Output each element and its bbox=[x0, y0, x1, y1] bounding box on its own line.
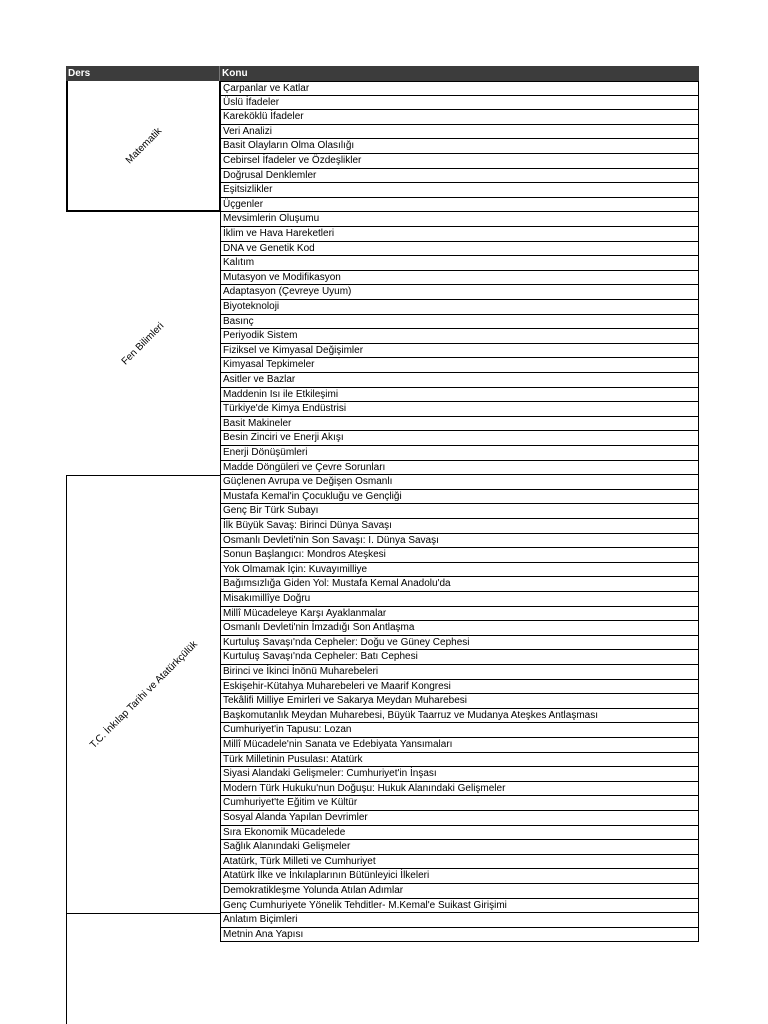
topic-row: Besin Zinciri ve Enerji Akışı bbox=[220, 431, 699, 446]
topic-row: Maddenin Isı ile Etkileşimi bbox=[220, 388, 699, 403]
topic-row: Enerji Dönüşümleri bbox=[220, 446, 699, 461]
topic-row: DNA ve Genetik Kod bbox=[220, 242, 699, 257]
topic-row: Millî Mücadele'nin Sanata ve Edebiyata Yansımaları bbox=[220, 738, 699, 753]
topic-row: Demokratikleşme Yolunda Atılan Adımlar bbox=[220, 884, 699, 899]
topic-row: Bağımsızlığa Giden Yol: Mustafa Kemal Anadolu'da bbox=[220, 577, 699, 592]
topic-row: Kimyasal Tepkimeler bbox=[220, 358, 699, 373]
topic-row: Üslü İfadeler bbox=[220, 96, 699, 111]
topic-row: Periyodik Sistem bbox=[220, 329, 699, 344]
topic-row: Birinci ve İkinci İnönü Muharebeleri bbox=[220, 665, 699, 680]
topic-row: Eşitsizlikler bbox=[220, 183, 699, 198]
topic-row: Türk Milletinin Pusulası: Atatürk bbox=[220, 753, 699, 768]
topic-row: Sonun Başlangıcı: Mondros Ateşkesi bbox=[220, 548, 699, 563]
topic-row: Asitler ve Bazlar bbox=[220, 373, 699, 388]
topic-row: Misakımillîye Doğru bbox=[220, 592, 699, 607]
topic-row: Sosyal Alanda Yapılan Devrimler bbox=[220, 811, 699, 826]
topic-row: Mutasyon ve Modifikasyon bbox=[220, 271, 699, 286]
topic-row: Adaptasyon (Çevreye Uyum) bbox=[220, 285, 699, 300]
topic-row: Yok Olmamak İçin: Kuvayımilliye bbox=[220, 563, 699, 578]
topic-row: Biyoteknoloji bbox=[220, 300, 699, 315]
topic-row: Cumhuriyet'in Tapusu: Lozan bbox=[220, 723, 699, 738]
topic-row: Madde Döngüleri ve Çevre Sorunları bbox=[220, 461, 699, 476]
topic-row: Türkiye'de Kimya Endüstrisi bbox=[220, 402, 699, 417]
topic-row: Genç Cumhuriyete Yönelik Tehditler- M.Kemal'e Suikast Girişimi bbox=[220, 899, 699, 914]
topic-row: Metnin Ana Yapısı bbox=[220, 928, 699, 943]
topic-row: Tekâlifi Milliye Emirleri ve Sakarya Meydan Muharebesi bbox=[220, 694, 699, 709]
topic-row: Osmanlı Devleti'nin Son Savaşı: I. Dünya Savaşı bbox=[220, 534, 699, 549]
topic-row: Anlatım Biçimleri bbox=[220, 913, 699, 928]
topic-row: Mevsimlerin Oluşumu bbox=[220, 212, 699, 227]
topic-row: Kurtuluş Savaşı'nda Cepheler: Batı Cephesi bbox=[220, 650, 699, 665]
topic-row: Üçgenler bbox=[220, 198, 699, 213]
topic-row: Atatürk, Türk Milleti ve Cumhuriyet bbox=[220, 855, 699, 870]
topic-row: Kalıtım bbox=[220, 256, 699, 271]
topic-row: Basit Olayların Olma Olasılığı bbox=[220, 139, 699, 154]
topic-row: Eskişehir-Kütahya Muharebeleri ve Maarif Kongresi bbox=[220, 680, 699, 695]
topic-row: Basınç bbox=[220, 315, 699, 330]
subject-cell-1 bbox=[66, 212, 220, 475]
subject-label: Matematik bbox=[123, 125, 164, 166]
topic-row: İklim ve Hava Hareketleri bbox=[220, 227, 699, 242]
topic-row: Osmanlı Devleti'nin İmzadığı Son Antlaşma bbox=[220, 621, 699, 636]
topic-row: Modern Türk Hukuku'nun Doğuşu: Hukuk Alanındaki Gelişmeler bbox=[220, 782, 699, 797]
topic-row: Kareköklü İfadeler bbox=[220, 110, 699, 125]
topic-row: Sıra Ekonomik Mücadelede bbox=[220, 826, 699, 841]
topic-row: Mustafa Kemal'in Çocukluğu ve Gençliği bbox=[220, 490, 699, 505]
topic-row: Siyasi Alandaki Gelişmeler: Cumhuriyet'in İnşası bbox=[220, 767, 699, 782]
topic-row: Veri Analizi bbox=[220, 125, 699, 140]
topic-row: Basit Makineler bbox=[220, 417, 699, 432]
topic-row: Başkomutanlık Meydan Muharebesi, Büyük Taarruz ve Mudanya Ateşkes Antlaşması bbox=[220, 709, 699, 724]
subject-label: Fen Bilimleri bbox=[119, 320, 167, 368]
topic-row: Millî Mücadeleye Karşı Ayaklanmalar bbox=[220, 607, 699, 622]
subject-cell-2 bbox=[66, 475, 220, 913]
topic-row: Cumhuriyet'te Eğitim ve Kültür bbox=[220, 796, 699, 811]
topic-row: Kurtuluş Savaşı'nda Cepheler: Doğu ve Güney Cephesi bbox=[220, 636, 699, 651]
topic-row: Genç Bir Türk Subayı bbox=[220, 504, 699, 519]
topic-row: Çarpanlar ve Katlar bbox=[220, 81, 699, 96]
column-header-konu: Konu bbox=[220, 66, 699, 81]
topic-row: Fiziksel ve Kimyasal Değişimler bbox=[220, 344, 699, 359]
topic-row: Güçlenen Avrupa ve Değişen Osmanlı bbox=[220, 475, 699, 490]
topic-row: Atatürk İlke ve İnkılaplarının Bütünleyici İlkeleri bbox=[220, 869, 699, 884]
subject-label: T.C. İnkılap Tarihi ve Atatürkçülük bbox=[87, 638, 200, 751]
column-header-ders: Ders bbox=[66, 66, 220, 81]
subject-cell-3 bbox=[66, 913, 220, 1024]
subject-cell-0 bbox=[66, 81, 220, 212]
topic-row: Sağlık Alanındaki Gelişmeler bbox=[220, 840, 699, 855]
topic-row: İlk Büyük Savaş: Birinci Dünya Savaşı bbox=[220, 519, 699, 534]
topic-row: Doğrusal Denklemler bbox=[220, 169, 699, 184]
topic-row: Cebirsel İfadeler ve Özdeşlikler bbox=[220, 154, 699, 169]
